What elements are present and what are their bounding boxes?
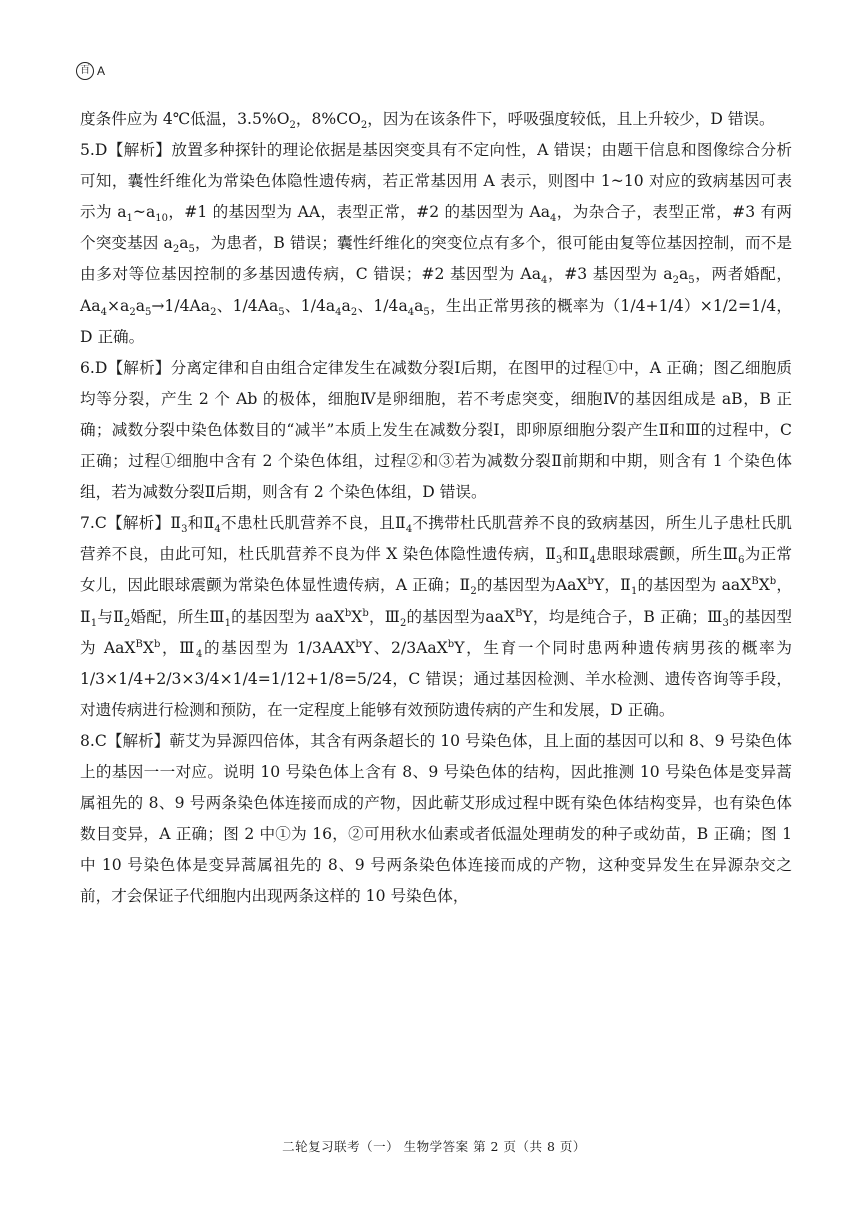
logo-letter: A <box>97 64 106 78</box>
answer-6: 6.D【解析】分离定律和自由组合定律发生在减数分裂Ⅰ后期，在图甲的过程①中，A 正确；图乙细胞质均等分裂，产生 2 个 Ab 的极体，细胞Ⅳ是卵细胞，若不考虑突变，细胞Ⅳ的基因组成是 aB，B 正确；减数分裂中染色体数目的“减半”本质上发生在减数分裂Ⅰ，即卵原细胞分裂产生Ⅱ和Ⅲ的过程中，C 正确；过程①细胞中含有 2 个染色体组，过程②和③若为减数分裂Ⅱ前期和中期，则含有 1 个染色体组，若为减数分裂Ⅱ后期，则含有 2 个染色体组，D 错误。 <box>80 358 792 502</box>
brand-logo <box>76 62 105 80</box>
logo-glyph: 百 <box>76 62 94 80</box>
paragraph-4-continued: 度条件应为 4℃低温，$3.5\%O_2$，$8\%CO_2$，因为在该条件下，呼吸强度较低，且上升较少，D 错误。 <box>80 110 775 132</box>
page-footer: 二轮复习联考（一） 生物学答案 第 2 页（共 8 页） <box>282 1139 586 1154</box>
answer-8: 8.C【解析】蕲艾为异源四倍体，其含有两条超长的 10 号染色体，且上面的基因可以和 8、9 号染色体上的基因一一对应。说明 10 号染色体上含有 8、9 号染色体的结构，因此推测 10 号染色体是变异蒿属祖先的 8、9 号两条染色体连接而成的产物，因此蕲艾形成过程中既有染色体结构变异，也有染色体数目变异，A 正确；图 2 中①为 16，②可用秋水仙素或者低温处理萌发的种子或幼苗，B 正确；图 1 中 10 号染色体是变异蒿属祖先的 8、9 号两条染色体连接而成的产物，这种变异发生在异源杂交之前，才会保证子代细胞内出现两条这样的 10 号染色体， <box>80 731 792 906</box>
answer-5: 5.D【解析】放置多种探针的理论依据是基因突变具有不定向性，A 错误；由题干信息和图像综合分析可知，囊性纤维化为常染色体隐性遗传病，若正常基因用 A 表示，则图中 1~10 对应的致病基因可表示为 $a_1\sim a_{10}$，#1 的基因型为 AA，表型正常，#2 的基因型为 $Aa_4$，为杂合子，表型正常，#3 有两个突变基因 $a_2a_5$，为患者，B 错误；囊性纤维化的突变位点有多个，很可能由复等位基因控制，而不是由多对等位基因控制的多基因遗传病，C 错误；#2 基因型为 $Aa_4$，#3 基因型为 $a_2a_5$，两者婚配，$Aa_4\times a_2a_5\to 1/4Aa_2$、$1/4Aa_5$、$1/4a_4a_2$、$1/4a_4a_5$，生出正常男孩的概率为（1/4+1/4）×1/2=1/4，D 正确。 <box>80 141 792 346</box>
answer-body <box>80 104 792 912</box>
answer-7: 7.C【解析】$Ⅱ_3$和$Ⅱ_4$不患杜氏肌营养不良，且$Ⅱ_4$不携带杜氏肌营养不良的致病基因，所生儿子患杜氏肌营养不良，由此可知，杜氏肌营养不良为伴 X 染色体隐性遗传病，$Ⅱ_3$和$Ⅱ_4$患眼球震颤，所生$Ⅲ_6$为正常女儿，因此眼球震颤为常染色体显性遗传病，A 正确；$Ⅱ_2$的基因型为AaX$^b$Y，$Ⅱ_1$的基因型为 $aaX^BX^b$，$Ⅱ_1$与$Ⅱ_2$婚配，所生$Ⅲ_1$的基因型为 $aaX^bX^b$，$Ⅲ_2$的基因型为aaX$^B$Y，均是纯合子，B 正确；$Ⅲ_3$的基因型为 $AaX^BX^b$，$Ⅲ_4$的基因型为 1/3AAX$^b$Y、2/3AaX$^b$Y，生育一个同时患两种遗传病男孩的概率为 1/3×1/4+2/3×3/4×1/4=1/12+1/8=5/24，C 错误；通过基因检测、羊水检测、遗传咨询等手段，对遗传病进行检测和预防，在一定程度上能够有效预防遗传病的产生和发展，D 正确。 <box>80 514 792 719</box>
